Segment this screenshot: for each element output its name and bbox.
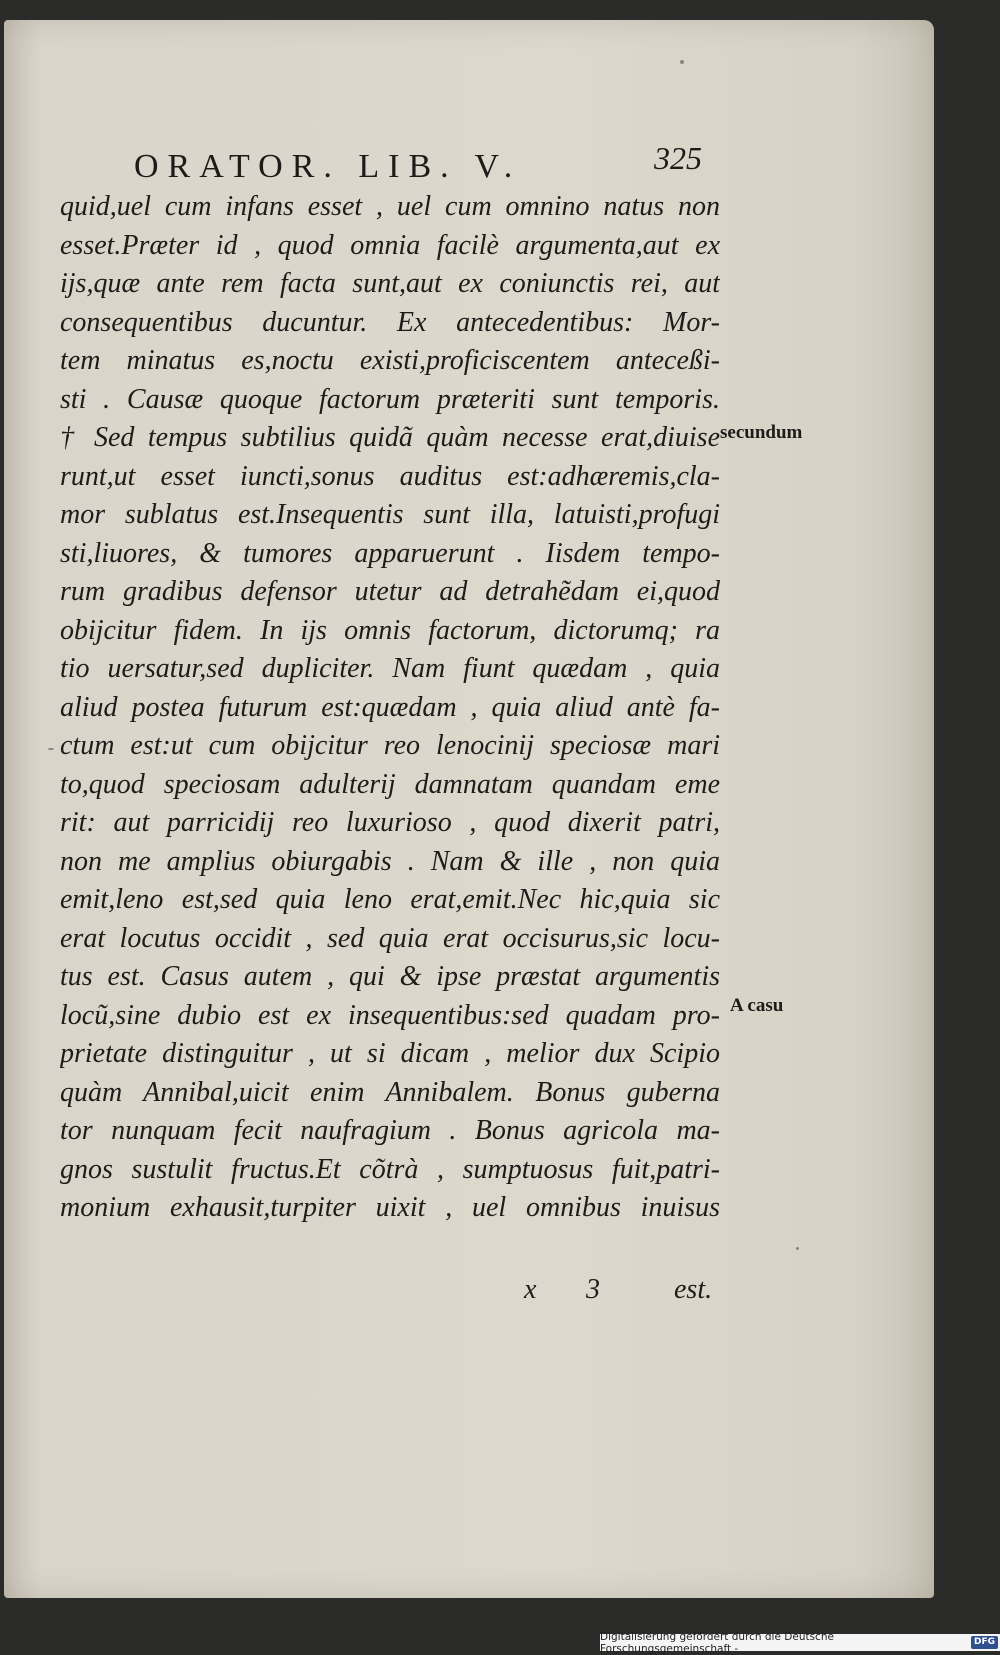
- text-line: consequentibus ducuntur. Ex antecedentibus: Mor-: [60, 306, 720, 338]
- text-line: emit,leno est,sed quia leno erat,emit.Nec hic,quia sic: [60, 884, 720, 915]
- text-line: non me amplius obiurgabis . Nam & ille , non quia: [60, 845, 720, 877]
- main-text-block: [60, 188, 720, 1228]
- text-line: rit: aut parricidij reo luxurioso , quod dixerit patri,: [60, 807, 720, 838]
- text-line: esset.Præter id , quod omnia facilè argumenta,aut ex: [60, 229, 720, 261]
- text-line: quàm Annibal,uicit enim Annibalem. Bonus guberna: [60, 1076, 720, 1108]
- text-line: sti,liuores, & tumores apparuerunt . Iisdem tempo-: [60, 537, 720, 569]
- paper-speck: [796, 1247, 799, 1250]
- text-line: obijcitur fidem. In ijs omnis factorum, dictorumq; ra: [60, 614, 720, 646]
- text-line: gnos sustulit fructus.Et cõtrà , sumptuosus fuit,patri-: [60, 1153, 720, 1185]
- text-line: ctum est:ut cum obijcitur reo lenocinij speciosæ mari: [60, 730, 720, 761]
- signature-number: 3: [586, 1274, 600, 1305]
- signature-mark: x: [524, 1274, 537, 1305]
- text-line: tor nunquam fecit naufragium . Bonus agricola ma-: [60, 1115, 720, 1146]
- book-page: [4, 20, 934, 1598]
- paper-speck: [48, 748, 54, 750]
- text-line: aliud postea futurum est:quædam , quia aliud antè fa-: [60, 691, 720, 723]
- text-line: tio uersatur,sed dupliciter. Nam fiunt quædam , quia: [60, 653, 720, 684]
- credit-text: Digitalisierung gefördert durch die Deutsche Forschungsgemeinschaft -: [600, 1630, 834, 1655]
- text-line: runt,ut esset iuncti,sonus auditus est:adhæremis,cla-: [60, 460, 720, 492]
- text-line: to,quod speciosam adulterij damnatam quandam eme: [60, 768, 720, 800]
- paper-speck: [680, 60, 684, 64]
- marginal-note-secundum: secundum: [720, 422, 803, 443]
- text-line: sti . Causæ quoque factorum præteriti sunt temporis.: [60, 383, 720, 415]
- text-line: quid,uel cum infans esset , uel cum omnino natus non: [60, 191, 720, 222]
- digitization-credit: [600, 1630, 1000, 1655]
- text-line: † Sed tempus subtilius quidã quàm necesse erat,diuise: [60, 422, 720, 453]
- catchword: est.: [674, 1274, 713, 1305]
- text-line: tus est. Casus autem , qui & ipse præstat argumentis: [60, 961, 720, 992]
- text-line: rum gradibus defensor utetur ad detrahẽdam ei,quod: [60, 576, 720, 607]
- text-line: erat locutus occidit , sed quia erat occisurus,sic locu-: [60, 922, 720, 954]
- text-line: ijs,quæ ante rem facta sunt,aut ex coniunctis rei, aut: [60, 268, 720, 299]
- text-line: monium exhausit,turpiter uixit , uel omnibus inuisus: [60, 1192, 720, 1223]
- marginal-note-a-casu: A casu: [730, 995, 784, 1016]
- running-head: ORATOR. LIB. V.: [134, 148, 522, 185]
- text-line: tem minatus es,noctu existi,proficiscentem anteceßi-: [60, 345, 720, 376]
- dfg-logo: DFG: [971, 1636, 998, 1649]
- text-line: prietate distinguitur , ut si dicam , melior dux Scipio: [60, 1038, 720, 1069]
- page-number: 325: [654, 140, 702, 176]
- text-line: locũ,sine dubio est ex insequentibus:sed quadam pro-: [60, 999, 720, 1031]
- text-line: mor sublatus est.Insequentis sunt illa, latuisti,profugi: [60, 499, 720, 530]
